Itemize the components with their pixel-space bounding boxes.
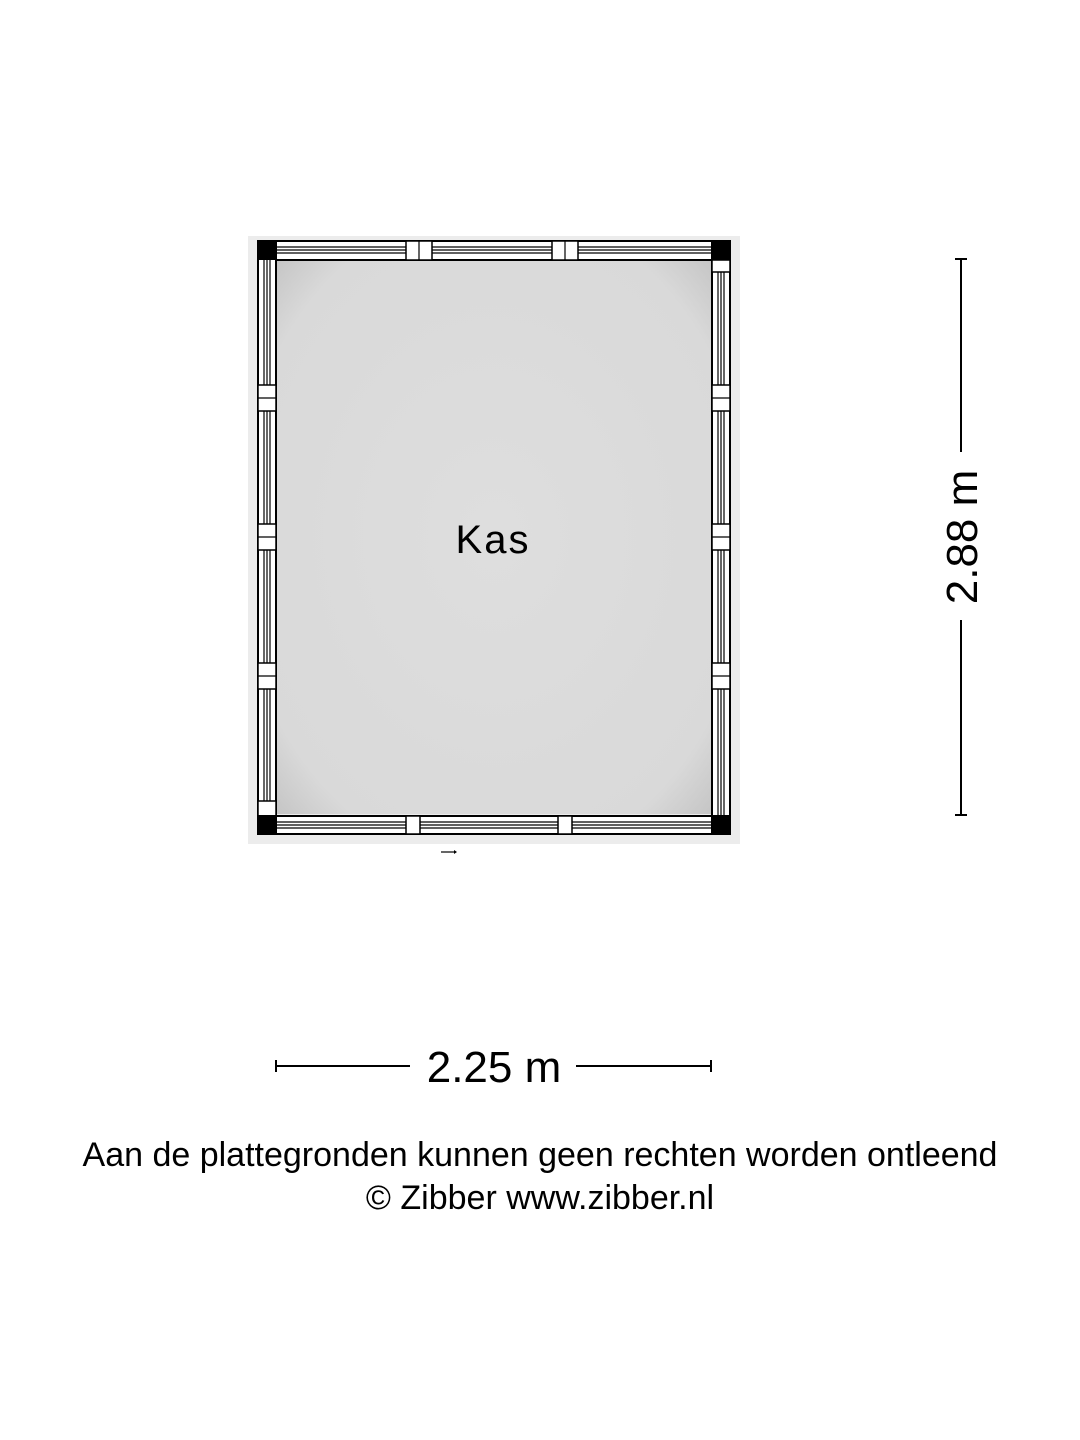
width-dimension-label: 2.25 m xyxy=(426,1043,562,1092)
height-dimension xyxy=(938,259,987,815)
bottom-wall xyxy=(258,816,730,834)
entrance-arrow-icon xyxy=(441,850,457,854)
width-dimension xyxy=(276,1043,711,1092)
copyright-line: © Zibber www.zibber.nl xyxy=(365,1179,715,1217)
corner-post-bottom-right xyxy=(711,815,730,834)
top-wall xyxy=(258,241,730,260)
room-label: Kas xyxy=(455,518,531,562)
mullion xyxy=(558,816,572,834)
mullion xyxy=(712,260,730,272)
mullion xyxy=(406,816,420,834)
corner-post-top-right xyxy=(711,241,730,260)
right-wall xyxy=(712,241,730,834)
corner-post-bottom-left xyxy=(258,815,277,834)
corner-post-top-left xyxy=(258,241,277,260)
disclaimer-line-1: Aan de plattegronden kunnen geen rechten worden ontleend xyxy=(82,1136,998,1174)
height-dimension-label: 2.88 m xyxy=(938,469,987,605)
mullion xyxy=(258,801,276,816)
left-wall xyxy=(258,241,276,834)
